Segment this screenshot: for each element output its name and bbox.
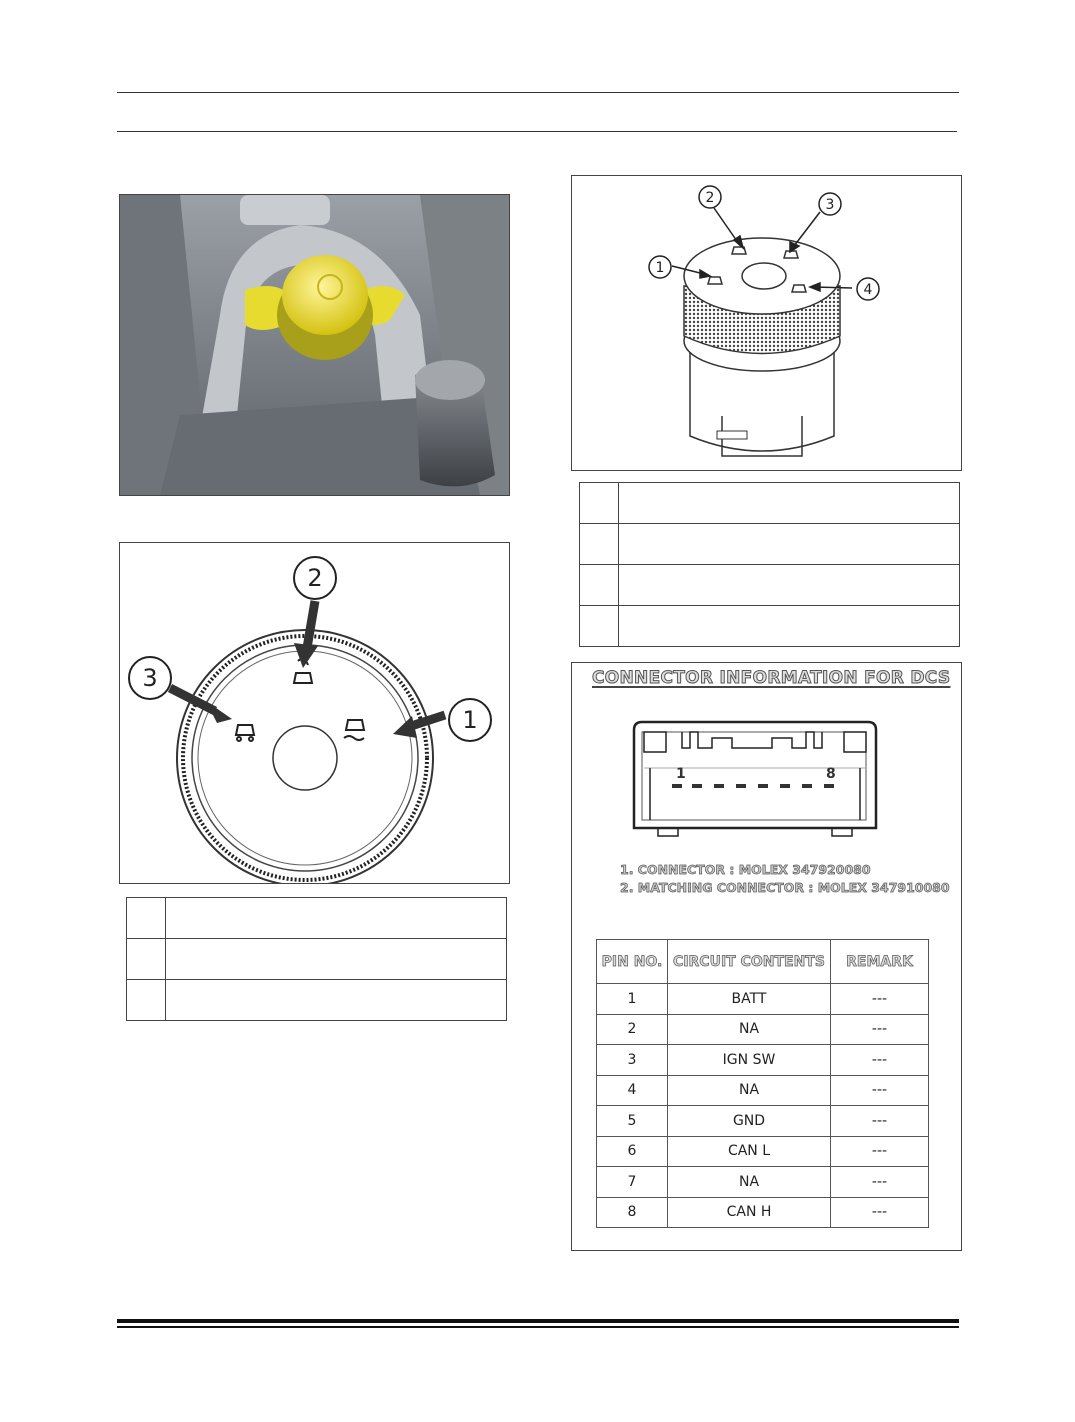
legend-row xyxy=(127,898,507,939)
circuit: BATT xyxy=(668,984,831,1015)
legend-num xyxy=(580,524,619,565)
circuit: NA xyxy=(668,1167,831,1198)
remark: --- xyxy=(831,1197,929,1228)
legend-desc xyxy=(619,565,960,606)
switch-face-diagram xyxy=(119,542,510,884)
connector-drawing xyxy=(630,718,882,838)
legend-table-right xyxy=(579,482,960,647)
console-photo-image xyxy=(120,195,509,495)
table-row xyxy=(597,1136,929,1167)
legend-row xyxy=(127,939,507,980)
knob-callout-1 xyxy=(649,256,671,278)
legend-num xyxy=(127,980,166,1021)
pin-no: 1 xyxy=(597,984,668,1015)
remark: --- xyxy=(831,1075,929,1106)
pin-no: 7 xyxy=(597,1167,668,1198)
pin-no: 2 xyxy=(597,1014,668,1045)
circuit: CAN H xyxy=(668,1197,831,1228)
legend-desc xyxy=(166,898,507,939)
knob-drawing xyxy=(572,176,961,470)
remark: --- xyxy=(831,1106,929,1137)
legend-row xyxy=(580,565,960,606)
legend-table-left xyxy=(126,897,507,1021)
legend-num xyxy=(580,606,619,647)
callout-3 xyxy=(129,657,171,699)
legend-num xyxy=(127,898,166,939)
legend-row xyxy=(580,524,960,565)
table-row xyxy=(597,1045,929,1076)
knob-callout-4 xyxy=(857,278,879,300)
svg-text:1: 1 xyxy=(462,706,478,734)
circuit: NA xyxy=(668,1075,831,1106)
table-row xyxy=(597,1075,929,1106)
knob-diagram xyxy=(571,175,962,471)
remark: --- xyxy=(831,1167,929,1198)
svg-text:3: 3 xyxy=(142,664,158,692)
pin-table xyxy=(596,939,929,1228)
circuit: GND xyxy=(668,1106,831,1137)
legend-desc xyxy=(166,939,507,980)
legend-desc xyxy=(619,524,960,565)
remark: --- xyxy=(831,1014,929,1045)
console-photo xyxy=(119,194,510,496)
circuit: NA xyxy=(668,1014,831,1045)
table-row xyxy=(597,1014,929,1045)
remark-header: REMARK xyxy=(831,940,929,984)
pin-label-last: 8 xyxy=(826,766,836,782)
pin-no: 8 xyxy=(597,1197,668,1228)
circuit: CAN L xyxy=(668,1136,831,1167)
svg-text:2: 2 xyxy=(307,564,323,592)
pin-no: 4 xyxy=(597,1075,668,1106)
pin-no: 5 xyxy=(597,1106,668,1137)
table-row xyxy=(597,1197,929,1228)
svg-text:1: 1 xyxy=(655,260,665,276)
connector-note-2: 2. MATCHING CONNECTOR : MOLEX 347910080 xyxy=(620,880,950,895)
connector-note-1: 1. CONNECTOR : MOLEX 347920080 xyxy=(620,862,871,877)
header-rule-top xyxy=(117,92,959,93)
pin-table-header xyxy=(597,940,929,984)
legend-row xyxy=(580,483,960,524)
circuit: IGN SW xyxy=(668,1045,831,1076)
remark: --- xyxy=(831,1136,929,1167)
legend-desc xyxy=(166,980,507,1021)
remark: --- xyxy=(831,984,929,1015)
callout-2 xyxy=(294,557,336,599)
circuit-header: CIRCUIT CONTENTS xyxy=(668,940,831,984)
legend-desc xyxy=(619,483,960,524)
pin-label-first: 1 xyxy=(676,766,686,782)
footer-rule-thin xyxy=(117,1326,959,1328)
pin-no: 3 xyxy=(597,1045,668,1076)
legend-row xyxy=(127,980,507,1021)
legend-num xyxy=(127,939,166,980)
connector-title: CONNECTOR INFORMATION FOR DCS xyxy=(592,668,951,688)
legend-desc xyxy=(619,606,960,647)
switch-face-drawing xyxy=(120,543,509,883)
table-row xyxy=(597,1167,929,1198)
table-row xyxy=(597,984,929,1015)
pin-no-header: PIN NO. xyxy=(597,940,668,984)
knob-callout-3 xyxy=(819,193,841,215)
legend-row xyxy=(580,606,960,647)
remark: --- xyxy=(831,1045,929,1076)
legend-num xyxy=(580,483,619,524)
callout-1 xyxy=(449,699,491,741)
knob-callout-2 xyxy=(699,186,721,208)
table-row xyxy=(597,1106,929,1137)
header-rule-bottom xyxy=(117,131,957,132)
svg-text:4: 4 xyxy=(863,282,873,298)
pin-no: 6 xyxy=(597,1136,668,1167)
footer-rule-thick xyxy=(117,1319,959,1323)
svg-text:2: 2 xyxy=(705,190,715,206)
svg-text:3: 3 xyxy=(825,197,835,213)
connector-info-panel xyxy=(571,662,962,1251)
legend-num xyxy=(580,565,619,606)
